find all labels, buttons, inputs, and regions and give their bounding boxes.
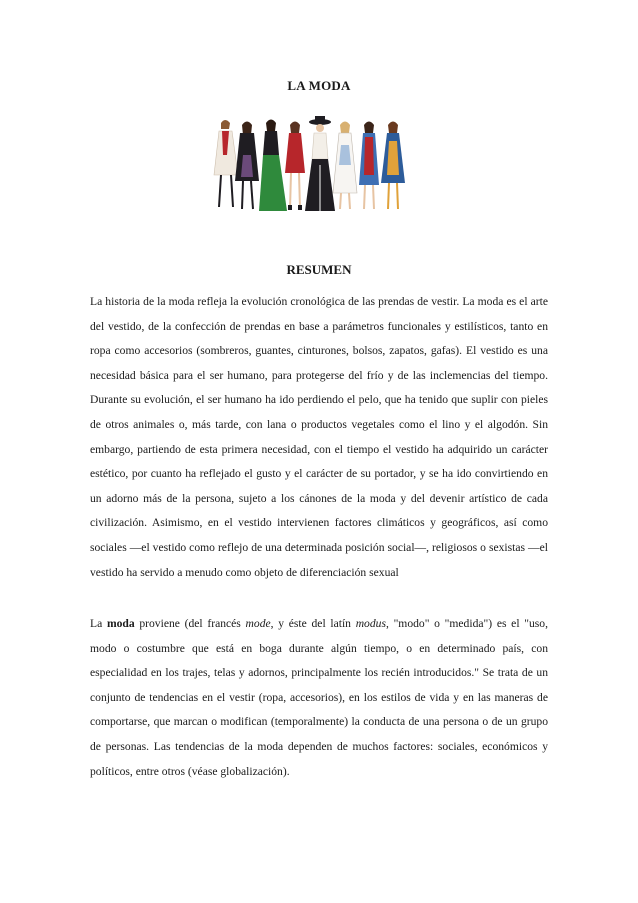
paragraph-1: La historia de la moda refleja la evolución cronológica de las prendas de vestir. La moda es el arte del vestido, de la confección de prendas en base a parámetros funcionales y estilísticos, tanto en ropa como accesorios (sombreros, guantes, cinturones, bolsos, zapatos, gafas). El vestido es una necesidad básica para el ser humano, para protegerse del frío y de las inclemencias del tiempo. Durante su evolución, el ser humano ha ido perdiendo el pelo, que ha tenido que suplir con pieles de otros animales o, más tarde, con lana o productos vegetales como el lino y el algodón. Sin embargo, partiendo de esta primera necesidad, con el tiempo el vestido ha adquirido un carácter estético, por cuanto ha reflejado el gusto y el carácter de su portador, y se ha ido convirtiendo en un adorno más de la persona, sujeto a los cánones de la moda y del devenir artístico de cada civilización. Asimismo, en el vestido intervienen factores climáticos y geográficos, así como sociales —el vestido como reflejo de una determinada posición social—, religiosos o sexistas —el vestido ha servido a menudo como objeto de diferenciación sexual [90, 295, 548, 579]
p2-bold-term: moda [106, 617, 135, 630]
section-heading: RESUMEN [286, 262, 352, 277]
p2-italic-2: modus [355, 617, 386, 630]
figure-1 [214, 120, 238, 207]
p2-mid2: , y éste del latín [270, 617, 356, 630]
figure-6 [333, 122, 357, 210]
figure-2 [235, 122, 259, 210]
figure-7 [359, 122, 379, 210]
figure-4 [285, 122, 305, 211]
p2-italic-1: mode [245, 617, 271, 630]
document-title: LA MODA [287, 78, 351, 93]
p2-mid1: proviene (del francés [134, 617, 246, 630]
figure-5 [305, 116, 335, 211]
paragraph-2 [90, 612, 548, 784]
p2-pre: La [90, 617, 107, 630]
figure-3 [259, 120, 287, 212]
figure-8 [381, 122, 405, 210]
p2-post: , "modo" o "medida") es el "uso, modo o costumbre que está en boga durante algún tiempo, o en determinado país, con especialidad en los trajes, telas y adornos, principalmente los recién introducidos." Se trata de un conjunto de tendencias en el vestir (ropa, accesorios), en los estilos de vida y en las maneras de comportarse, que marcan o modifican (temporalmente) la conducta de una persona o de un grupo de personas. Las tendencias de la moda dependen de muchos factores: sociales, económicos y políticos, entre otros (véase globalización). [90, 617, 548, 778]
fashion-illustration [205, 115, 415, 215]
